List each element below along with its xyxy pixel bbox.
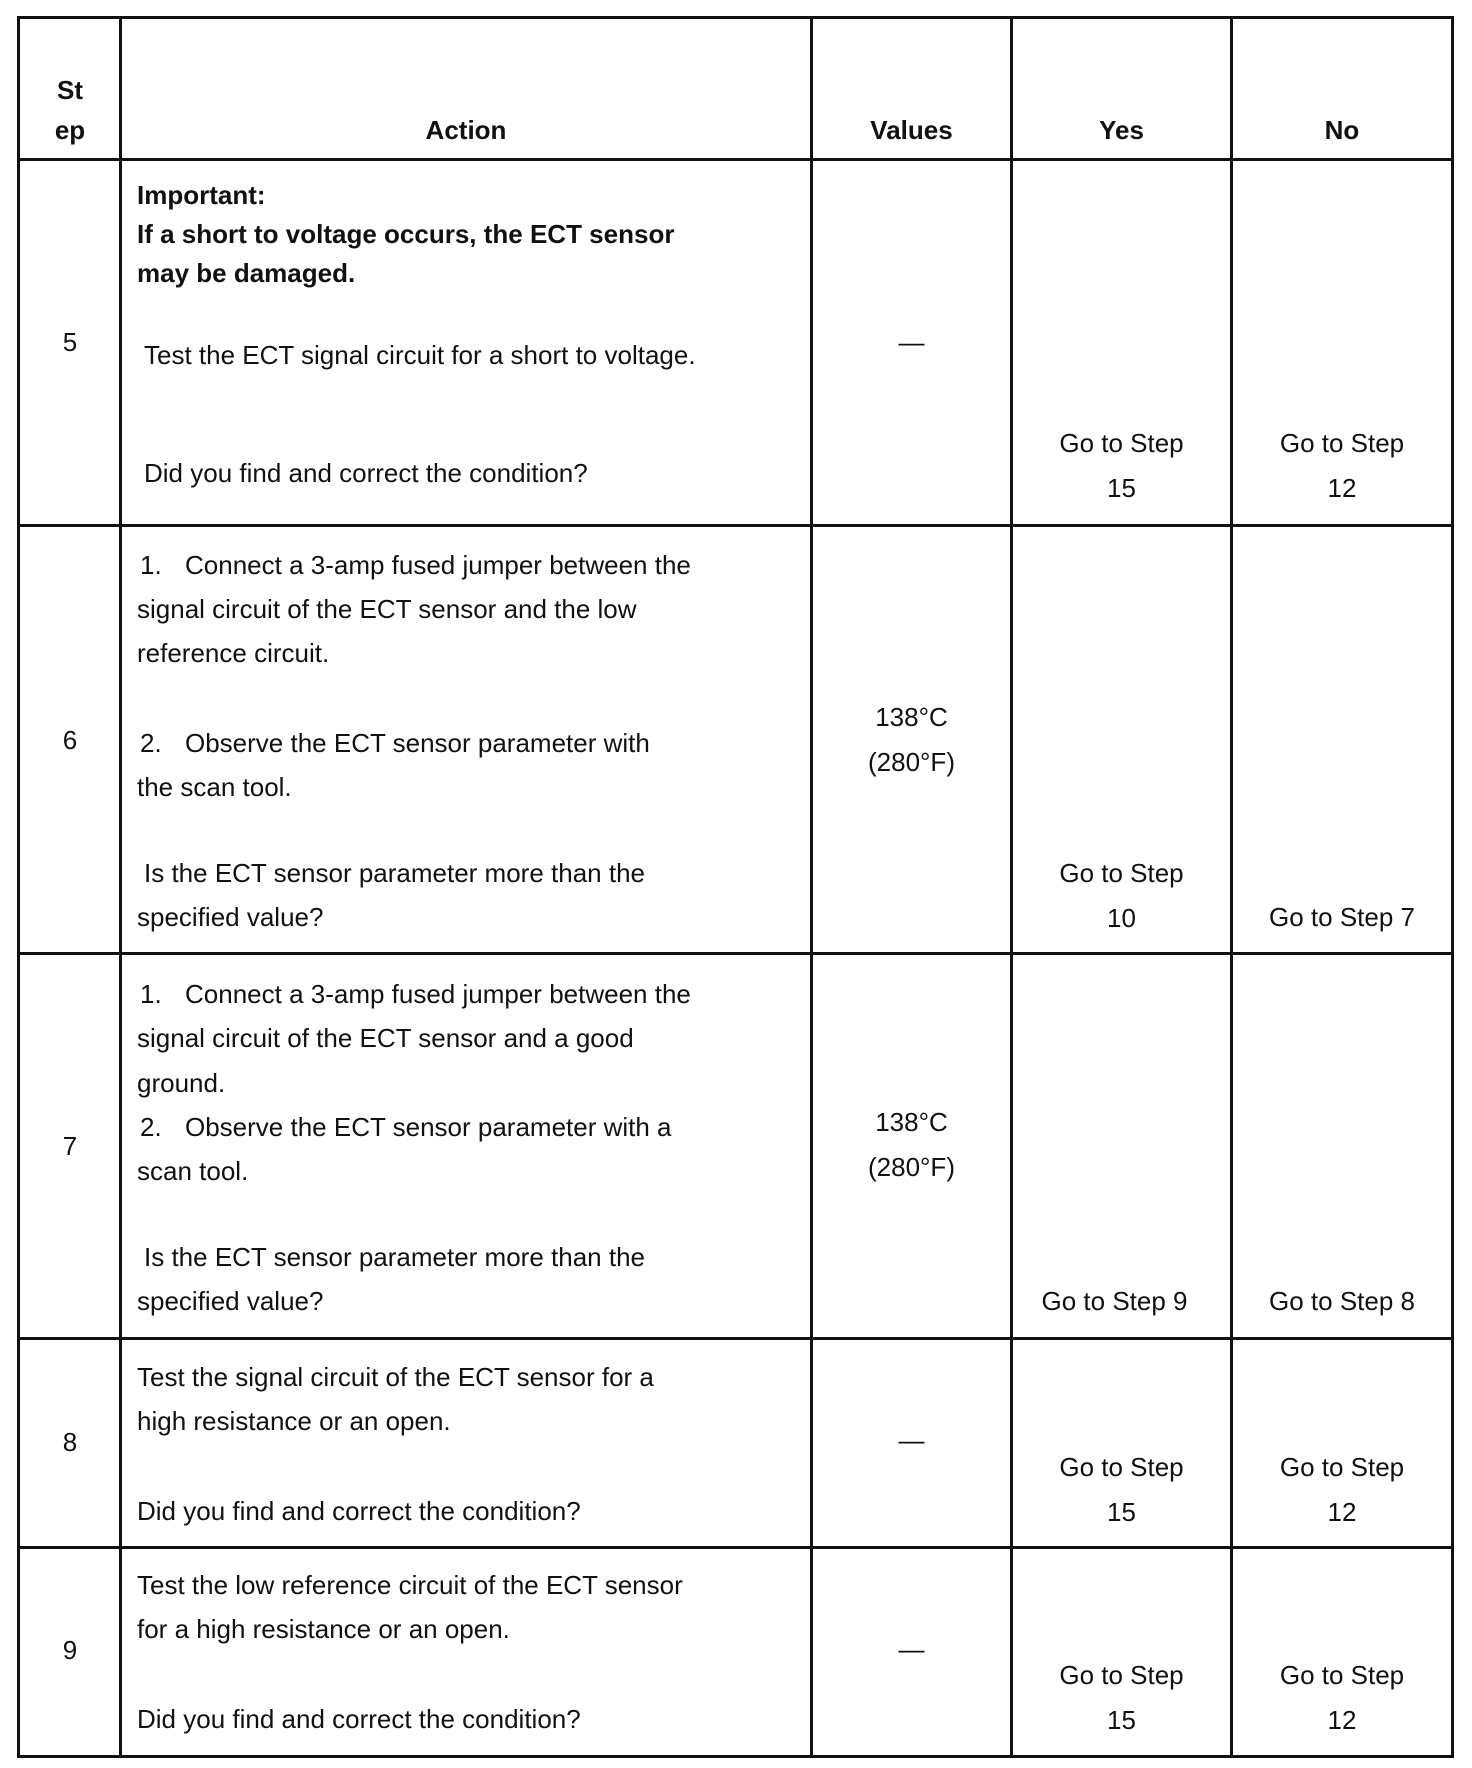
action-text: the scan tool. bbox=[137, 772, 292, 802]
no-goto: Go to Step 8 bbox=[1269, 1286, 1415, 1316]
no-goto bbox=[1233, 1653, 1451, 1743]
action-text: Observe the ECT sensor parameter with bbox=[185, 728, 650, 758]
action-text: reference circuit. bbox=[137, 638, 330, 668]
yes-goto-step: 15 bbox=[1107, 1497, 1136, 1527]
action-step-number: 2. bbox=[140, 1112, 162, 1142]
row-divider bbox=[17, 524, 1454, 527]
yes-goto-step: 15 bbox=[1107, 473, 1136, 503]
action-text: for a high resistance or an open. bbox=[137, 1614, 510, 1644]
value-fahrenheit: (280°F) bbox=[868, 747, 955, 777]
header-values: Values bbox=[870, 115, 953, 145]
action-step-number: 2. bbox=[140, 728, 162, 758]
no-goto-line: Go to Step bbox=[1279, 1660, 1405, 1690]
yes-goto-step: 10 bbox=[1107, 903, 1136, 933]
question-text: Did you find and correct the condition? bbox=[137, 1496, 581, 1526]
action-text: high resistance or an open. bbox=[137, 1406, 451, 1436]
header-action: Action bbox=[425, 115, 507, 145]
value-celsius: 138°C bbox=[875, 702, 948, 732]
header-no: No bbox=[1324, 115, 1360, 145]
no-goto-step: 12 bbox=[1327, 473, 1357, 503]
header-step-line2: ep bbox=[54, 115, 86, 145]
no-goto-step: 12 bbox=[1327, 1497, 1357, 1527]
question-text: Is the ECT sensor parameter more than the bbox=[144, 858, 645, 888]
action-text: Connect a 3-amp fused jumper between the bbox=[185, 550, 691, 580]
table-border-top bbox=[17, 16, 1454, 19]
step-number: 8 bbox=[62, 1427, 78, 1457]
no-goto bbox=[1233, 421, 1451, 511]
row-divider bbox=[17, 1546, 1454, 1549]
action-text: Test the signal circuit of the ECT sensor for a bbox=[137, 1362, 654, 1392]
question-text: specified value? bbox=[137, 902, 324, 932]
value-text: — bbox=[898, 327, 925, 357]
yes-goto bbox=[1013, 1653, 1230, 1743]
table-border-left bbox=[17, 16, 20, 1758]
question-text: specified value? bbox=[137, 1286, 324, 1316]
row-divider bbox=[17, 1337, 1454, 1340]
yes-goto-step: 15 bbox=[1107, 1705, 1136, 1735]
value-text: — bbox=[898, 1634, 925, 1664]
question-text: Is the ECT sensor parameter more than the bbox=[144, 1242, 645, 1272]
yes-goto bbox=[1013, 1445, 1230, 1535]
action-text: signal circuit of the ECT sensor and a good bbox=[137, 1023, 634, 1053]
step-number: 6 bbox=[62, 725, 78, 755]
column-divider bbox=[119, 16, 122, 1758]
header-yes: Yes bbox=[1099, 115, 1144, 145]
yes-goto-line: Go to Step bbox=[1059, 1452, 1184, 1482]
action-text: Test the ECT signal circuit for a short to voltage. bbox=[144, 340, 696, 370]
yes-goto: Go to Step 9 bbox=[1041, 1286, 1188, 1316]
action-step-number: 1. bbox=[140, 550, 162, 580]
step-number: 7 bbox=[62, 1131, 78, 1161]
yes-goto-line: Go to Step bbox=[1059, 858, 1184, 888]
header-step bbox=[20, 70, 120, 150]
yes-goto-line: Go to Step bbox=[1059, 428, 1184, 458]
value-celsius: 138°C bbox=[875, 1107, 948, 1137]
action-text: scan tool. bbox=[137, 1156, 249, 1186]
action-text: Connect a 3-amp fused jumper between the bbox=[185, 979, 691, 1009]
action-text: ground. bbox=[137, 1068, 226, 1098]
important-label: Important: bbox=[137, 180, 266, 210]
value-text: — bbox=[898, 1425, 925, 1455]
no-goto-line: Go to Step bbox=[1279, 428, 1405, 458]
yes-goto-line: Go to Step bbox=[1059, 1660, 1184, 1690]
value-fahrenheit: (280°F) bbox=[868, 1152, 955, 1182]
step-number: 9 bbox=[62, 1635, 78, 1665]
important-note: may be damaged. bbox=[137, 258, 356, 288]
action-text: signal circuit of the ECT sensor and the low bbox=[137, 594, 637, 624]
row-divider bbox=[17, 158, 1454, 161]
question-text: Did you find and correct the condition? bbox=[137, 1704, 581, 1734]
yes-goto bbox=[1013, 851, 1230, 941]
table-border-right bbox=[1451, 16, 1454, 1758]
column-divider bbox=[810, 16, 813, 1758]
step-number: 5 bbox=[62, 327, 78, 357]
header-step-line1: St bbox=[57, 75, 83, 105]
no-goto: Go to Step 7 bbox=[1269, 902, 1415, 932]
row-divider bbox=[17, 952, 1454, 955]
value-text bbox=[813, 1100, 1010, 1190]
question-text: Did you find and correct the condition? bbox=[144, 458, 588, 488]
no-goto-line: Go to Step bbox=[1279, 1452, 1405, 1482]
no-goto bbox=[1233, 1445, 1451, 1535]
no-goto-step: 12 bbox=[1327, 1705, 1357, 1735]
value-text bbox=[813, 695, 1010, 785]
action-text: Test the low reference circuit of the ECT sensor bbox=[137, 1570, 683, 1600]
action-text: Observe the ECT sensor parameter with a bbox=[185, 1112, 672, 1142]
important-note: If a short to voltage occurs, the ECT sensor bbox=[137, 219, 675, 249]
yes-goto bbox=[1013, 421, 1230, 511]
table-border-bottom bbox=[17, 1755, 1454, 1758]
action-step-number: 1. bbox=[140, 979, 162, 1009]
